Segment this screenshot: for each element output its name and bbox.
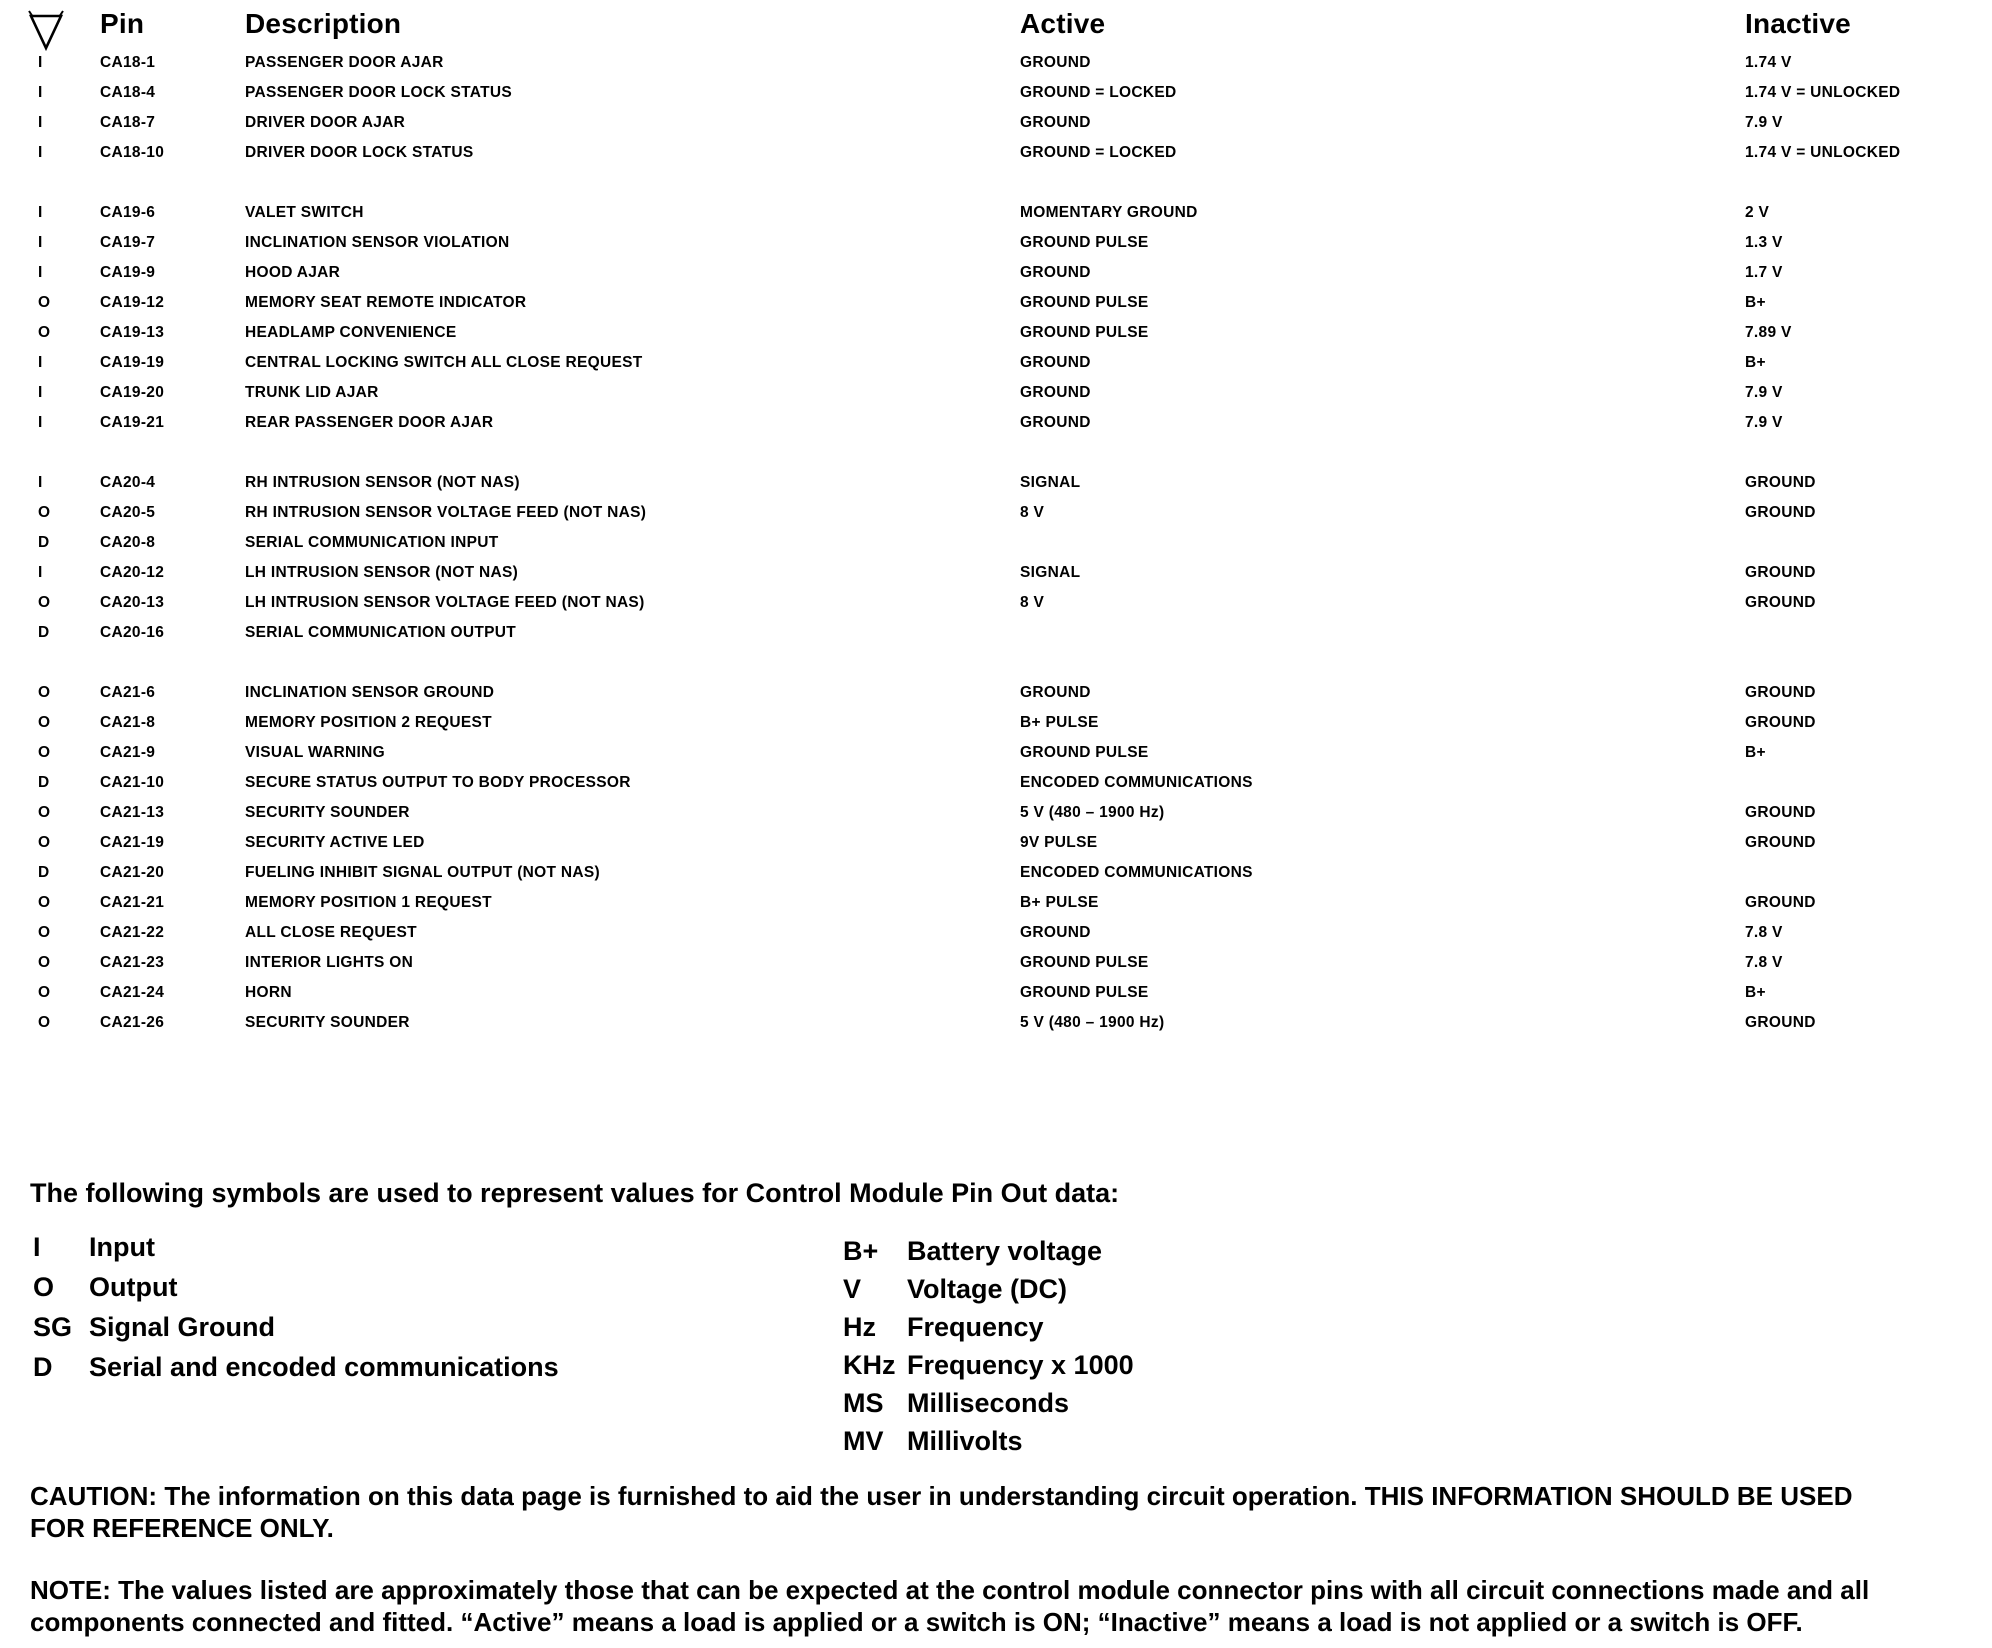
cell-description: HOOD AJAR [245,264,341,281]
cell-pin: CA21-10 [100,774,165,791]
cell-io-type: O [38,714,51,731]
legend-meaning: Frequency x 1000 [907,1350,1134,1380]
cell-description: HEADLAMP CONVENIENCE [245,324,457,341]
table-row [0,504,1992,534]
legend-item [33,1272,559,1312]
cell-active: ENCODED COMMUNICATIONS [1020,864,1253,881]
cell-pin: CA20-13 [100,594,165,611]
group-spacer [0,174,1992,204]
cell-pin: CA20-16 [100,624,165,641]
cell-active: GROUND PULSE [1020,234,1149,251]
cell-io-type: O [38,894,51,911]
cell-io-type: O [38,594,51,611]
cell-pin: CA21-19 [100,834,165,851]
table-row [0,114,1992,144]
cell-pin: CA18-4 [100,84,156,101]
table-row [0,474,1992,504]
cell-pin: CA19-9 [100,264,156,281]
cell-pin: CA19-6 [100,204,156,221]
cell-description: RH INTRUSION SENSOR VOLTAGE FEED (NOT NAS) [245,504,647,521]
cell-io-type: O [38,324,51,341]
table-row [0,864,1992,894]
legend-item [843,1426,1134,1464]
legend-symbol: B+ [843,1236,879,1266]
cell-description: FUELING INHIBIT SIGNAL OUTPUT (NOT NAS) [245,864,600,881]
legend-left [33,1232,559,1392]
legend-symbol: Hz [843,1312,876,1342]
legend-item [843,1236,1134,1274]
cell-inactive: 7.8 V [1745,924,1783,941]
table-header [0,8,1992,59]
cell-active: ENCODED COMMUNICATIONS [1020,774,1253,791]
cell-io-type: I [38,384,43,401]
cell-io-type: D [38,624,50,641]
cell-pin: CA21-6 [100,684,156,701]
cell-inactive: GROUND [1745,894,1816,911]
cell-inactive: GROUND [1745,684,1816,701]
cell-pin: CA19-7 [100,234,156,251]
cell-io-type: I [38,564,43,581]
cell-io-type: I [38,114,43,131]
cell-active: MOMENTARY GROUND [1020,204,1198,221]
cell-active: GROUND PULSE [1020,324,1149,341]
cell-io-type: O [38,684,51,701]
cell-active: GROUND [1020,684,1091,701]
table-row [0,414,1992,444]
legend-item [33,1232,559,1272]
table-row [0,234,1992,264]
cell-inactive: GROUND [1745,504,1816,521]
cell-active: GROUND PULSE [1020,954,1149,971]
cell-description: SECURE STATUS OUTPUT TO BODY PROCESSOR [245,774,631,791]
cell-description: MEMORY POSITION 1 REQUEST [245,894,492,911]
cell-pin: CA19-19 [100,354,165,371]
table-row [0,264,1992,294]
cell-pin: CA19-20 [100,384,165,401]
cell-description: INCLINATION SENSOR VIOLATION [245,234,510,251]
cell-io-type: O [38,294,51,311]
cell-active: B+ PULSE [1020,894,1099,911]
cell-description: SERIAL COMMUNICATION OUTPUT [245,624,517,641]
note-text [30,1574,1975,1638]
cell-io-type: O [38,804,51,821]
legend-item [33,1312,559,1352]
cell-active: GROUND [1020,414,1091,431]
group-spacer [0,444,1992,474]
table-row [0,84,1992,114]
table-row [0,774,1992,804]
cell-pin: CA21-26 [100,1014,165,1031]
cell-pin: CA21-20 [100,864,165,881]
table-row [0,834,1992,864]
legend-item [843,1350,1134,1388]
cell-io-type: I [38,264,43,281]
cell-io-type: D [38,774,50,791]
cell-inactive: B+ [1745,354,1766,371]
cell-inactive: GROUND [1745,714,1816,731]
caution-line-2: FOR REFERENCE ONLY. [30,1513,334,1543]
cell-inactive: 2 V [1745,204,1770,221]
cell-inactive: 7.9 V [1745,414,1783,431]
cell-pin: CA20-4 [100,474,156,491]
cell-inactive: GROUND [1745,804,1816,821]
table-row [0,924,1992,954]
cell-active: GROUND PULSE [1020,984,1149,1001]
legend-symbol: SG [33,1312,73,1342]
cell-active: SIGNAL [1020,564,1081,581]
table-row [0,594,1992,624]
cell-active: SIGNAL [1020,474,1081,491]
cell-inactive: B+ [1745,744,1766,761]
cell-pin: CA20-5 [100,504,156,521]
cell-inactive: GROUND [1745,474,1816,491]
cell-description: MEMORY SEAT REMOTE INDICATOR [245,294,527,311]
cell-io-type: I [38,84,43,101]
cell-inactive: GROUND [1745,834,1816,851]
cell-description: VALET SWITCH [245,204,364,221]
cell-active: 5 V (480 – 1900 Hz) [1020,1014,1165,1031]
cell-inactive: 1.7 V [1745,264,1783,281]
cell-pin: CA18-10 [100,144,165,161]
table-row [0,564,1992,594]
cell-description: PASSENGER DOOR AJAR [245,54,444,71]
legend-item [843,1274,1134,1312]
legend-symbol: I [33,1232,41,1262]
cell-active: GROUND PULSE [1020,744,1149,761]
cell-description: DRIVER DOOR LOCK STATUS [245,144,474,161]
pinout-rows [0,54,1992,1044]
cell-inactive: 1.74 V [1745,54,1792,71]
cell-pin: CA20-12 [100,564,165,581]
cell-description: SECURITY SOUNDER [245,804,410,821]
column-header-active: Active [1020,8,1106,39]
table-row [0,624,1992,654]
cell-io-type: O [38,984,51,1001]
table-row [0,1014,1992,1044]
cell-io-type: I [38,414,43,431]
cell-active: 5 V (480 – 1900 Hz) [1020,804,1165,821]
cell-inactive: 7.9 V [1745,384,1783,401]
cell-description: MEMORY POSITION 2 REQUEST [245,714,492,731]
cell-pin: CA18-1 [100,54,156,71]
cell-io-type: I [38,234,43,251]
legend-meaning: Frequency [907,1312,1044,1342]
cell-inactive: 1.74 V = UNLOCKED [1745,84,1901,101]
table-row [0,804,1992,834]
column-header-description: Description [245,8,402,39]
caution-line-1: CAUTION: The information on this data page is furnished to aid the user in understanding circuit operation. THIS INFORMATION SHOULD BE USED [30,1481,1853,1511]
legend-meaning: Serial and encoded communications [89,1352,559,1382]
group-spacer [0,654,1992,684]
cell-active: 8 V [1020,594,1045,611]
cell-pin: CA21-22 [100,924,165,941]
table-row [0,684,1992,714]
cell-pin: CA21-24 [100,984,165,1001]
cell-description: LH INTRUSION SENSOR (NOT NAS) [245,564,519,581]
note-line-2: components connected and fitted. “Active” means a load is applied or a switch is ON; “Inactive” means a load is not applied or a switch is OFF. [30,1607,1803,1637]
legend-symbol: O [33,1272,55,1302]
cell-pin: CA21-8 [100,714,156,731]
column-header-inactive: Inactive [1745,8,1851,39]
table-row [0,954,1992,984]
table-row [0,294,1992,324]
cell-pin: CA21-9 [100,744,156,761]
cell-io-type: D [38,534,50,551]
cell-inactive: GROUND [1745,1014,1816,1031]
cell-description: RH INTRUSION SENSOR (NOT NAS) [245,474,520,491]
legend-right [843,1236,1134,1464]
cell-active: GROUND [1020,384,1091,401]
cell-io-type: O [38,954,51,971]
table-row [0,714,1992,744]
cell-description: SECURITY SOUNDER [245,1014,410,1031]
cell-io-type: D [38,864,50,881]
table-row [0,534,1992,564]
cell-pin: CA21-13 [100,804,165,821]
cell-pin: CA19-21 [100,414,165,431]
cell-description: INCLINATION SENSOR GROUND [245,684,495,701]
cell-inactive: 1.3 V [1745,234,1783,251]
legend-meaning: Input [89,1232,155,1262]
cell-description: SERIAL COMMUNICATION INPUT [245,534,499,551]
cell-active: GROUND [1020,264,1091,281]
legend-meaning: Millivolts [907,1426,1023,1456]
legend-symbol: MS [843,1388,884,1418]
cell-active: 8 V [1020,504,1045,521]
legend-meaning: Battery voltage [907,1236,1103,1266]
cell-pin: CA21-23 [100,954,165,971]
legend-meaning: Signal Ground [89,1312,275,1342]
table-row [0,54,1992,84]
cell-io-type: I [38,474,43,491]
triangle-down-icon [0,8,100,59]
cell-pin: CA19-13 [100,324,165,341]
cell-inactive: GROUND [1745,594,1816,611]
caution-text [30,1480,1975,1544]
cell-active: GROUND = LOCKED [1020,144,1177,161]
cell-active: B+ PULSE [1020,714,1099,731]
cell-description: TRUNK LID AJAR [245,384,379,401]
cell-inactive: B+ [1745,294,1766,311]
table-row [0,984,1992,1014]
legend-symbol: MV [843,1426,884,1456]
cell-description: ALL CLOSE REQUEST [245,924,417,941]
cell-inactive: 1.74 V = UNLOCKED [1745,144,1901,161]
table-row [0,204,1992,234]
cell-description: LH INTRUSION SENSOR VOLTAGE FEED (NOT NAS) [245,594,645,611]
legend-meaning: Voltage (DC) [907,1274,1067,1304]
cell-io-type: O [38,744,51,761]
legend-item [33,1352,559,1392]
cell-inactive: 7.9 V [1745,114,1783,131]
legend-symbol: D [33,1352,53,1382]
table-row [0,324,1992,354]
cell-active: GROUND [1020,354,1091,371]
cell-io-type: O [38,834,51,851]
cell-pin: CA21-21 [100,894,165,911]
legend-item [843,1312,1134,1350]
cell-io-type: O [38,924,51,941]
column-header-pin: Pin [100,8,145,39]
table-row [0,384,1992,414]
cell-active: GROUND [1020,54,1091,71]
cell-description: HORN [245,984,292,1001]
cell-description: REAR PASSENGER DOOR AJAR [245,414,494,431]
cell-description: PASSENGER DOOR LOCK STATUS [245,84,513,101]
cell-active: GROUND [1020,924,1091,941]
cell-inactive: 7.8 V [1745,954,1783,971]
table-row [0,354,1992,384]
cell-active: GROUND PULSE [1020,294,1149,311]
cell-io-type: O [38,1014,51,1031]
cell-pin: CA18-7 [100,114,156,131]
cell-description: INTERIOR LIGHTS ON [245,954,414,971]
note-line-1: NOTE: The values listed are approximately those that can be expected at the control module connector pins with all circuit connections made and all [30,1575,1870,1605]
cell-io-type: I [38,144,43,161]
cell-inactive: 7.89 V [1745,324,1792,341]
cell-pin: CA19-12 [100,294,165,311]
legend-symbol: V [843,1274,862,1304]
cell-active: 9V PULSE [1020,834,1098,851]
table-row [0,744,1992,774]
cell-description: VISUAL WARNING [245,744,385,761]
legend-meaning: Milliseconds [907,1388,1070,1418]
cell-description: DRIVER DOOR AJAR [245,114,406,131]
table-row [0,144,1992,174]
cell-pin: CA20-8 [100,534,156,551]
cell-active: GROUND = LOCKED [1020,84,1177,101]
legend-item [843,1388,1134,1426]
cell-inactive: GROUND [1745,564,1816,581]
table-row [0,894,1992,924]
cell-io-type: I [38,204,43,221]
legend-symbol: KHz [843,1350,896,1380]
cell-inactive: B+ [1745,984,1766,1001]
cell-description: CENTRAL LOCKING SWITCH ALL CLOSE REQUEST [245,354,643,371]
cell-active: GROUND [1020,114,1091,131]
legend-meaning: Output [89,1272,178,1302]
cell-io-type: O [38,504,51,521]
cell-io-type: I [38,354,43,371]
cell-description: SECURITY ACTIVE LED [245,834,425,851]
legend-title: The following symbols are used to represent values for Control Module Pin Out data: [30,1178,1120,1208]
cell-io-type: I [38,54,43,71]
